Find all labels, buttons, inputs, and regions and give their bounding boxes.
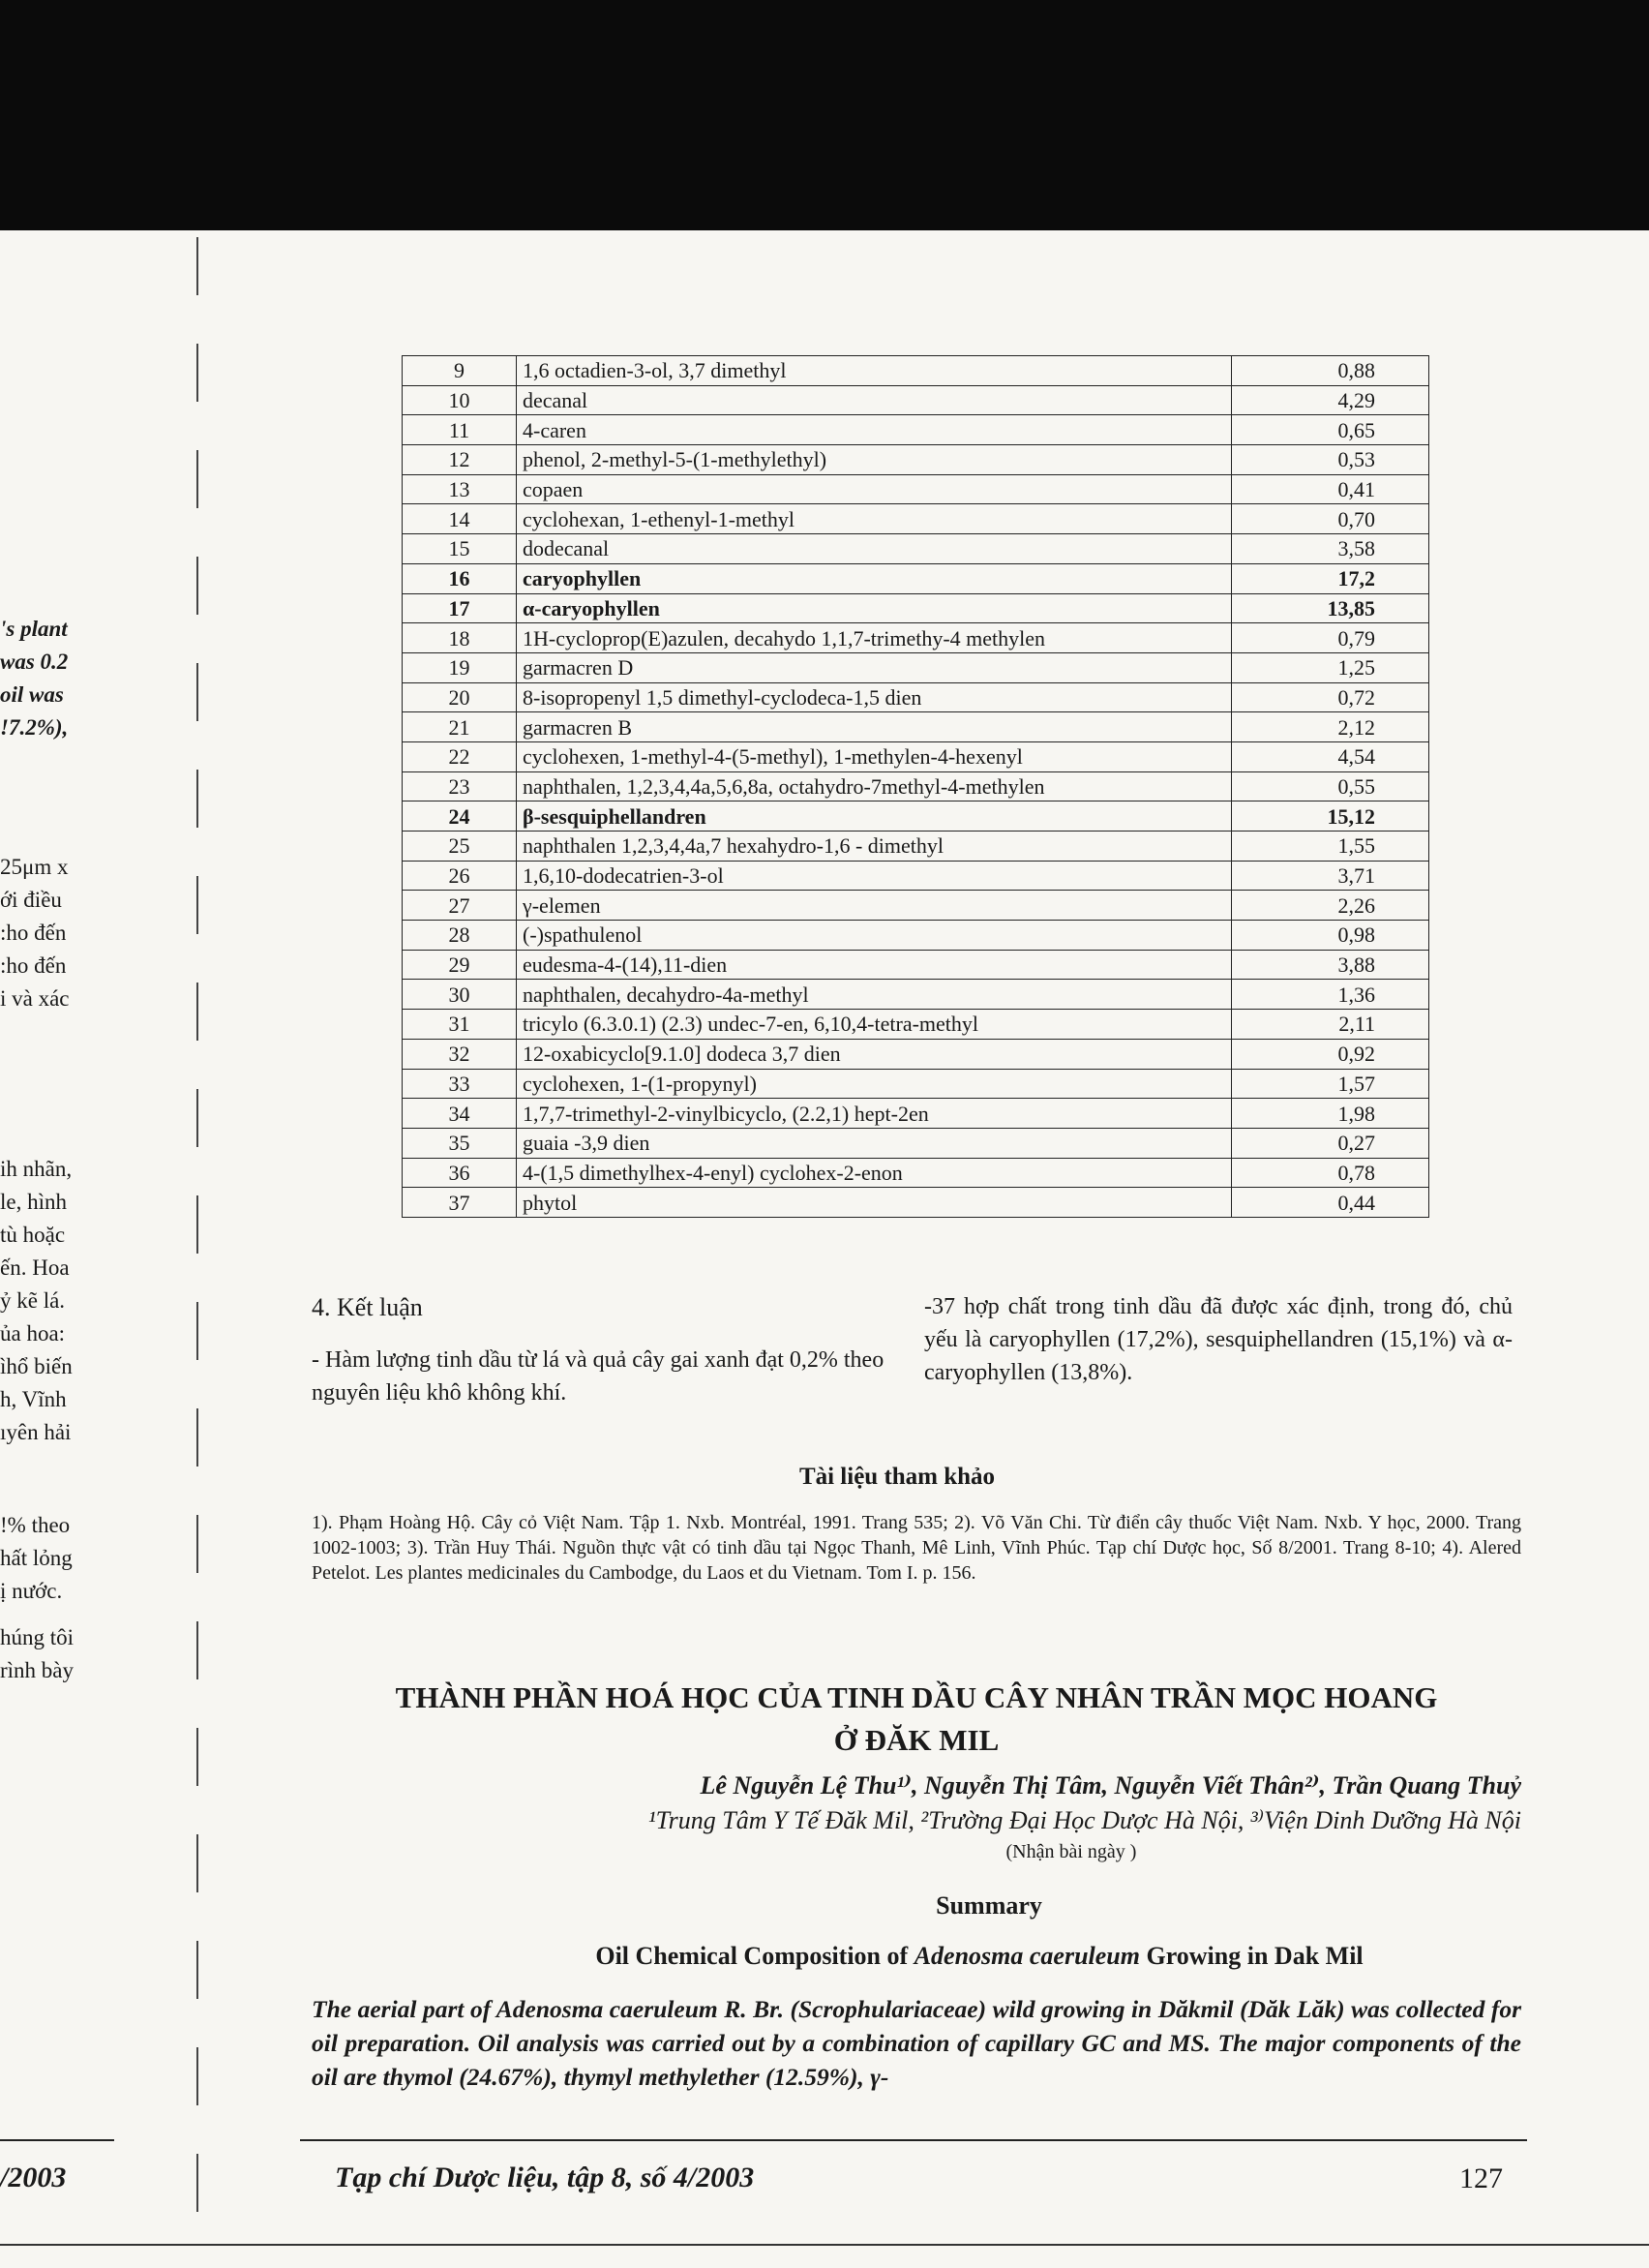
left-column-fragment: ıyên hải [0, 1420, 72, 1444]
references-body: 1). Phạm Hoàng Hộ. Cây cỏ Việt Nam. Tập 1. Nxb. Montréal, 1991. Trang 535; 2). Võ Văn Chi. Từ điển cây thuốc Việt Nam. Nxb. Y học, 2000. Trang 1002-1003; 3). Trần Huy Thái. Nguồn thực vật có tinh dầu tại Ngọc Thanh, Mê Linh, Vĩnh Phúc. Tạp chí Dược học, Số 8/2001. Trang 8-10; 4). Alered Petelot. Les plantes medicinales du Cambodge, du Laos et du Vietnam. Tom I. p. 156. [312, 1512, 1521, 1584]
compound-name: naphthalen, decahydro-4a-methyl [517, 980, 1232, 1010]
references-title: Tài liệu tham khảo [798, 1464, 996, 1490]
compound-percent: 3,71 [1232, 861, 1429, 891]
compound-number: 14 [403, 504, 517, 534]
footer-rule [300, 2139, 1527, 2141]
compound-name: 12-oxabicyclo[9.1.0] dodeca 3,7 dien [517, 1039, 1232, 1069]
table-row [403, 1099, 1429, 1129]
compound-percent: 2,12 [1232, 712, 1429, 742]
left-column-fragment: le, hình [0, 1190, 67, 1214]
table-row [403, 1158, 1429, 1188]
compound-name: cyclohexan, 1-ethenyl-1-methyl [517, 504, 1232, 534]
compound-name: eudesma-4-(14),11-dien [517, 950, 1232, 980]
compound-number: 19 [403, 652, 517, 682]
compound-name: 1,6 octadien-3-ol, 3,7 dimethyl [517, 356, 1232, 386]
compound-number: 17 [403, 593, 517, 623]
left-column-fragment: :ho đến [0, 953, 67, 978]
compound-name: dodecanal [517, 534, 1232, 564]
compound-name: β-sesquiphellandren [517, 801, 1232, 832]
table-row [403, 832, 1429, 862]
compound-percent: 13,85 [1232, 593, 1429, 623]
table-row [403, 682, 1429, 712]
left-column-fragment: ủa hoa: [0, 1321, 66, 1346]
footer-left-fragment: /2003 [0, 2162, 67, 2193]
compound-percent: 0,72 [1232, 682, 1429, 712]
left-column-fragment: tù hoặc [0, 1223, 66, 1247]
compound-number: 34 [403, 1099, 517, 1129]
compound-number: 20 [403, 682, 517, 712]
table-row [403, 1128, 1429, 1158]
compound-name: naphthalen 1,2,3,4,4a,7 hexahydro-1,6 - dimethyl [517, 832, 1232, 862]
abstract-text: The aerial part of Adenosma caeruleum R. Br. (Scrophulariaceae) wild growing in Dăkmil (Dăk Lăk) was collected for oil preparation. Oil analysis was carried out by a combination of capillary GC and MS. The major components of the oil are thymol (24.67%), thymyl methylether (12.59%), γ- [312, 1995, 1521, 2091]
compound-percent: 1,57 [1232, 1069, 1429, 1099]
compound-number: 22 [403, 741, 517, 771]
left-column-fragment: h, Vĩnh [0, 1387, 67, 1411]
compound-percent: 0,55 [1232, 771, 1429, 801]
compound-number: 16 [403, 563, 517, 593]
compound-percent: 4,54 [1232, 741, 1429, 771]
compound-number: 18 [403, 623, 517, 653]
compound-name: 1H-cycloprop(E)azulen, decahydo 1,1,7-trimethy-4 methylen [517, 623, 1232, 653]
table-row [403, 712, 1429, 742]
left-column-fragment: ỷ kẽ lá. [0, 1288, 66, 1313]
table-row [403, 504, 1429, 534]
table-row [403, 415, 1429, 445]
table-row [403, 652, 1429, 682]
table-row [403, 921, 1429, 951]
article-authors: Lê Nguyễn Lệ Thu¹⁾, Nguyễn Thị Tâm, Nguyễn Viết Thân²⁾, Trần Quang Thuỷ [700, 1771, 1521, 1799]
left-column-fragment: ới điều [0, 888, 62, 912]
table-row [403, 534, 1429, 564]
compound-percent: 0,44 [1232, 1188, 1429, 1218]
compound-name: 1,7,7-trimethyl-2-vinylbicyclo, (2.2,1) hept-2en [517, 1099, 1232, 1129]
left-column-fragment: was 0.2 [0, 650, 69, 674]
compound-name: (-)spathulenol [517, 921, 1232, 951]
scan-bottom-line [0, 2244, 1649, 2246]
compound-name: guaia -3,9 dien [517, 1128, 1232, 1158]
compound-number: 15 [403, 534, 517, 564]
compound-percent: 4,29 [1232, 385, 1429, 415]
compound-number: 23 [403, 771, 517, 801]
table-row [403, 385, 1429, 415]
compound-number: 31 [403, 1010, 517, 1040]
table-row [403, 1188, 1429, 1218]
footer-journal: Tạp chí Dược liệu, tập 8, số 4/2003 [335, 2162, 755, 2193]
compound-number: 11 [403, 415, 517, 445]
compound-number: 27 [403, 891, 517, 921]
table-row [403, 861, 1429, 891]
summary-title-pre: Oil Chemical Composition of [595, 1942, 914, 1970]
compound-percent: 1,25 [1232, 652, 1429, 682]
compound-number: 12 [403, 445, 517, 475]
left-column-fragment: ih nhãn, [0, 1157, 73, 1181]
table-row [403, 950, 1429, 980]
compound-percent: 17,2 [1232, 563, 1429, 593]
compound-name: γ-elemen [517, 891, 1232, 921]
compound-name: caryophyllen [517, 563, 1232, 593]
table-row [403, 1039, 1429, 1069]
left-column-fragment: 's plant [0, 617, 68, 641]
compound-name: cyclohexen, 1-(1-propynyl) [517, 1069, 1232, 1099]
compound-percent: 0,78 [1232, 1158, 1429, 1188]
compound-percent: 0,98 [1232, 921, 1429, 951]
compound-percent: 0,53 [1232, 445, 1429, 475]
compound-number: 24 [403, 801, 517, 832]
summary-title [312, 1942, 1521, 1971]
conclusion-left-text: - Hàm lượng tinh dầu từ lá và quả cây gai xanh đạt 0,2% theo nguyên liệu khô không khí. [312, 1347, 884, 1406]
compound-number: 10 [403, 385, 517, 415]
compound-percent: 2,11 [1232, 1010, 1429, 1040]
compound-percent: 0,70 [1232, 504, 1429, 534]
conclusion-heading: 4. Kết luận [312, 1293, 423, 1321]
table-row [403, 593, 1429, 623]
compound-number: 25 [403, 832, 517, 862]
compound-number: 36 [403, 1158, 517, 1188]
left-column-fragment: ến. Hoa [0, 1255, 70, 1280]
article-title-line1: THÀNH PHẦN HOÁ HỌC CỦA TINH DẦU CÂY NHÂN TRẦN MỌC HOANG [395, 1680, 1438, 1714]
compound-percent: 3,88 [1232, 950, 1429, 980]
table-row [403, 801, 1429, 832]
compound-name: naphthalen, 1,2,3,4,4a,5,6,8a, octahydro-7methyl-4-methylen [517, 771, 1232, 801]
compound-number: 37 [403, 1188, 517, 1218]
table-row [403, 356, 1429, 386]
article-title [312, 1677, 1521, 1762]
table-row [403, 1069, 1429, 1099]
table-row [403, 980, 1429, 1010]
compound-number: 9 [403, 356, 517, 386]
compound-name: 8-isopropenyl 1,5 dimethyl-cyclodeca-1,5 dien [517, 682, 1232, 712]
compound-number: 30 [403, 980, 517, 1010]
compound-percent: 2,26 [1232, 891, 1429, 921]
table-row [403, 741, 1429, 771]
compound-percent: 0,88 [1232, 356, 1429, 386]
summary-heading: Summary [936, 1891, 1042, 1920]
compound-number: 33 [403, 1069, 517, 1099]
compound-name: 4-(1,5 dimethylhex-4-enyl) cyclohex-2-enon [517, 1158, 1232, 1188]
compound-name: 1,6,10-dodecatrien-3-ol [517, 861, 1232, 891]
table-row [403, 474, 1429, 504]
table-row [403, 623, 1429, 653]
compound-name: garmacren B [517, 712, 1232, 742]
compound-number: 32 [403, 1039, 517, 1069]
compound-number: 29 [403, 950, 517, 980]
footer-rule-left [0, 2139, 114, 2141]
compound-number: 13 [403, 474, 517, 504]
compound-name: 4-caren [517, 415, 1232, 445]
compound-number: 26 [403, 861, 517, 891]
compound-name: α-caryophyllen [517, 593, 1232, 623]
compound-percent: 15,12 [1232, 801, 1429, 832]
compound-number: 35 [403, 1128, 517, 1158]
compound-name: phytol [517, 1188, 1232, 1218]
article-affiliations: ¹Trung Tâm Y Tế Đăk Mil, ²Trường Đại Học Dược Hà Nội, ³⁾Viện Dinh Dưỡng Hà Nội [647, 1806, 1521, 1834]
table-row [403, 771, 1429, 801]
compound-name: tricylo (6.3.0.1) (2.3) undec-7-en, 6,10,4-tetra-methyl [517, 1010, 1232, 1040]
left-column-fragment: :ho đến [0, 921, 67, 945]
left-column-fragment: ìhổ biến [0, 1354, 73, 1378]
compound-percent: 0,79 [1232, 623, 1429, 653]
clipped-left-column [0, 0, 116, 2268]
compound-percent: 0,65 [1232, 415, 1429, 445]
article-title-line2: Ở ĐĂK MIL [833, 1723, 1000, 1757]
conclusion-right-text: -37 hợp chất trong tinh dầu đã được xác định, trong đó, chủ yếu là caryophyllen (17,2%), sesquiphellandren (15,1%) và α-caryophyllen (13,8%). [924, 1294, 1513, 1385]
left-column-fragment: i và xác [0, 986, 70, 1011]
compound-percent: 0,27 [1232, 1128, 1429, 1158]
compound-percent: 3,58 [1232, 534, 1429, 564]
left-column-fragment: húng tôi [0, 1625, 75, 1649]
compound-number: 28 [403, 921, 517, 951]
column-gutter-line [196, 237, 198, 2244]
table-row [403, 891, 1429, 921]
table-row [403, 563, 1429, 593]
left-column-fragment: 25μm x [0, 855, 69, 879]
table-row [403, 445, 1429, 475]
compound-number: 21 [403, 712, 517, 742]
left-column-fragment: !7.2%), [0, 715, 69, 740]
scan-dark-margin [0, 0, 1649, 230]
compound-percent: 1,55 [1232, 832, 1429, 862]
table-row [403, 1010, 1429, 1040]
compound-percent: 0,92 [1232, 1039, 1429, 1069]
compound-percent: 0,41 [1232, 474, 1429, 504]
compound-table [402, 355, 1429, 1218]
summary-title-post: Growing in Dak Mil [1139, 1942, 1364, 1970]
left-column-fragment: !% theo [0, 1513, 71, 1537]
compound-name: cyclohexen, 1-methyl-4-(5-methyl), 1-methylen-4-hexenyl [517, 741, 1232, 771]
summary-title-species: Adenosma caeruleum [914, 1942, 1140, 1970]
left-column-fragment: rình bày [0, 1658, 75, 1682]
compound-name: decanal [517, 385, 1232, 415]
compound-percent: 1,36 [1232, 980, 1429, 1010]
left-column-fragment: ị nước. [0, 1579, 63, 1603]
received-date: (Nhận bài ngày ) [1005, 1841, 1137, 1862]
page-number: 127 [1459, 2162, 1503, 2194]
left-column-fragment: oil was [0, 682, 64, 707]
compound-name: phenol, 2-methyl-5-(1-methylethyl) [517, 445, 1232, 475]
compound-percent: 1,98 [1232, 1099, 1429, 1129]
compound-name: copaen [517, 474, 1232, 504]
compound-name: garmacren D [517, 652, 1232, 682]
left-column-fragment: hất lỏng [0, 1546, 73, 1570]
